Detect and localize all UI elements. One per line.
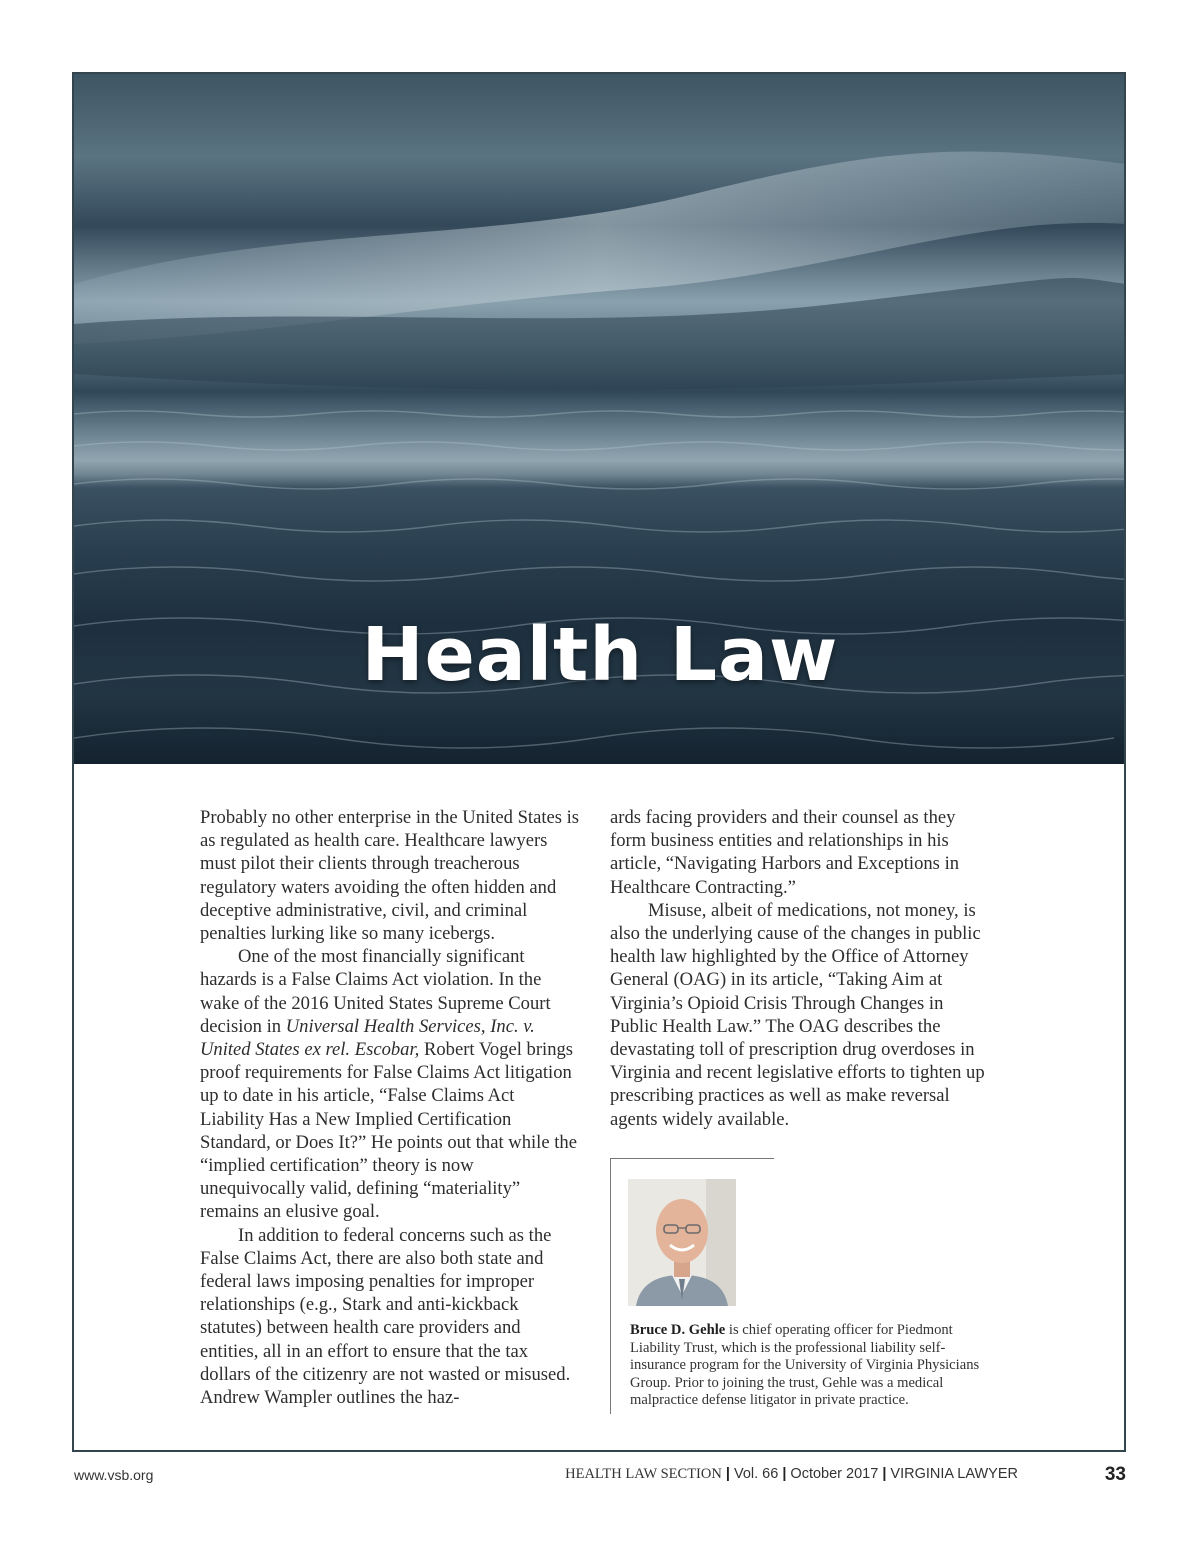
running-footer: HEALTH LAW SECTION | Vol. 66 | October 2017 | VIRGINIA LAWYER bbox=[565, 1466, 1018, 1482]
article-column-left bbox=[200, 806, 580, 1409]
bio-divider bbox=[610, 1158, 774, 1159]
article-column-right bbox=[610, 806, 990, 1131]
page-number: 33 bbox=[1104, 1464, 1126, 1485]
author-bio: Bruce D. Gehle is chief operating officer for Piedmont Liability Trust, which is the professional liability self-insurance program for the University of Virginia Physicians Group. Prior to joining the trust, Gehle was a medical malpractice defense litigator in private practice. bbox=[630, 1322, 980, 1409]
hero-photo bbox=[74, 74, 1126, 764]
paragraph: Probably no other enterprise in the United States is as regulated as health care. Healthcare lawyers must pilot their clients through treacherous regulatory waters avoiding the often hidden and deceptive administrative, civil, and criminal penalties lurking like so many icebergs. bbox=[200, 807, 580, 945]
paragraph: Misuse, albeit of medications, not money, is also the underlying cause of the changes in public health law highlighted by the Office of Attorney General (OAG) in its article, “Taking Aim at Virginia’s Opioid Crisis Through Changes in Public Health Law.” The OAG describes the devastating toll of prescription drug overdoses in Virginia and recent legislative efforts to tighten up prescribing practices as well as make reversal agents widely available. bbox=[610, 899, 985, 1130]
section-title: Health Law bbox=[361, 612, 839, 698]
paragraph: One of the most financially significant hazards is a False Claims Act violation. In the wake of the 2016 United States Supreme Court decision in Universal Health Services, Inc. v. United States ex rel. Escobar, Robert Vogel brings proof requirements for False Claims Act litigation up to date in his article, “False Claims Act Liability Has a New Implied Certification Standard, or Does It?” He points out that while the “implied certification” theory is now unequivocally valid, defining “materiality” remains an elusive goal. bbox=[200, 946, 577, 1223]
paragraph: ards facing providers and their counsel as they form business entities and relationships in his article, “Navigating Harbors and Exceptions in Healthcare Contracting.” bbox=[610, 807, 960, 898]
author-photo bbox=[628, 1179, 736, 1306]
author-name: Bruce D. Gehle bbox=[630, 1322, 726, 1338]
website-url: www.vsb.org bbox=[74, 1467, 154, 1483]
bio-divider bbox=[610, 1158, 611, 1414]
paragraph: In addition to federal concerns such as the False Claims Act, there are also both state and federal laws imposing penalties for improper relationships (e.g., Stark and anti-kickback statutes) between health care providers and entities, all in an effort to ensure that the tax dollars of the citizenry are not wasted or misused. Andrew Wampler outlines the haz- bbox=[200, 1224, 571, 1409]
